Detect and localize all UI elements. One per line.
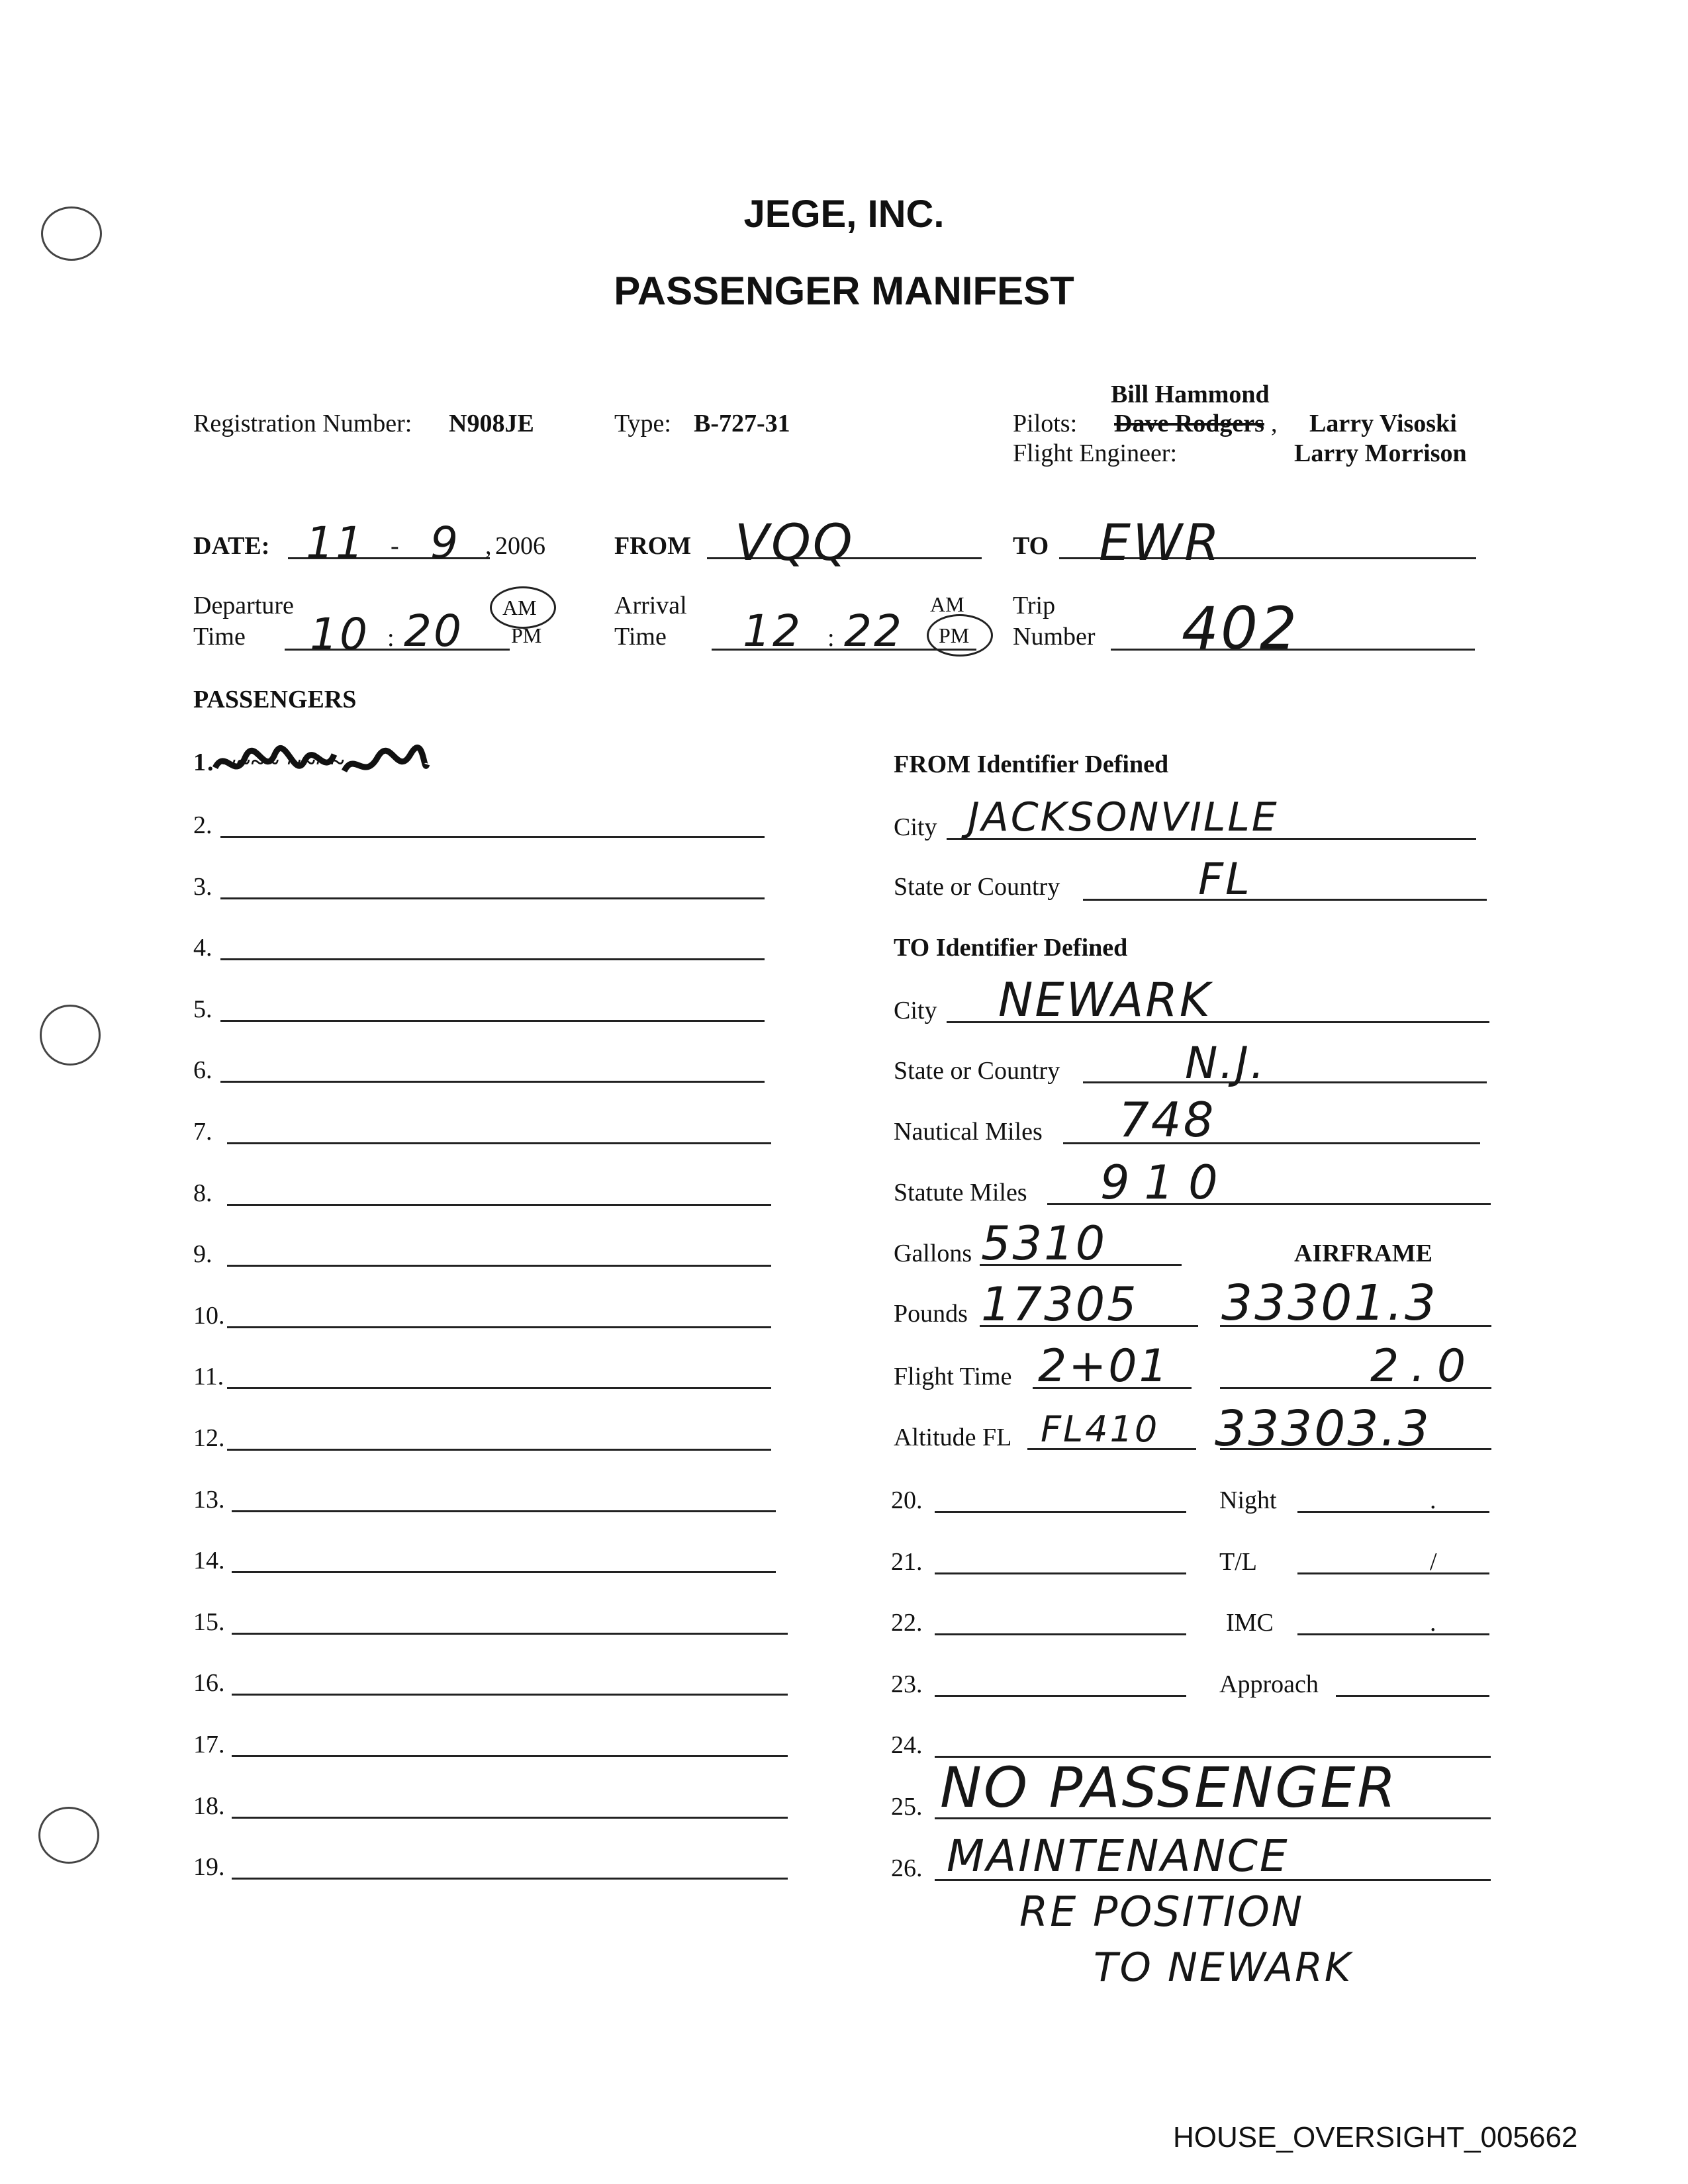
passenger-number: 15.: [193, 1608, 225, 1636]
right-line-value-blank: [1297, 1511, 1489, 1513]
binder-hole-bottom: [38, 1807, 99, 1864]
passenger-name-line: [220, 1020, 765, 1022]
statute-miles-label: Statute Miles: [894, 1179, 1027, 1206]
pilots-label: Pilots:: [1013, 410, 1078, 437]
passenger-number: 2.: [193, 811, 212, 839]
passenger-name-line: [232, 1510, 776, 1512]
passenger-name-line: [227, 1204, 771, 1206]
arrival-label: Arrival: [614, 592, 687, 619]
right-line-label: Night: [1219, 1486, 1277, 1514]
passenger-number: 14.: [193, 1547, 225, 1575]
struck-pilot-name: Dave Rodgers: [1114, 410, 1264, 437]
departure-pm: PM: [511, 623, 542, 647]
arrival-pm-selected-circle: [927, 614, 993, 657]
airframe-value-2: 2.0: [1370, 1340, 1478, 1392]
date-label: DATE:: [193, 532, 270, 560]
right-line-label: Approach: [1219, 1670, 1319, 1698]
bates-number: HOUSE_OVERSIGHT_005662: [1173, 2121, 1578, 2154]
passenger-number: 19.: [193, 1853, 225, 1882]
passenger-1-scribble-mark: [212, 741, 430, 788]
company-name: JEGE, INC.: [743, 193, 945, 236]
date-dash: -: [391, 532, 399, 560]
departure-am: AM: [502, 596, 537, 619]
right-line-value-blank: [1336, 1695, 1489, 1697]
type-label: Type:: [614, 410, 671, 437]
right-line-separator: .: [1430, 1609, 1436, 1637]
from-state-label: State or Country: [894, 873, 1060, 901]
from-state-line: [1083, 899, 1487, 901]
departure-label-time: Time: [193, 623, 246, 651]
right-line-blank: [935, 1695, 1186, 1697]
to-state-label: State or Country: [894, 1057, 1060, 1085]
passenger-name-line: [227, 1449, 771, 1451]
passenger-name-line: [227, 1326, 771, 1328]
arrival-hours: 12: [743, 606, 802, 657]
passenger-number: 9.: [193, 1240, 212, 1269]
engineer-label: Flight Engineer:: [1013, 439, 1178, 467]
pounds-label: Pounds: [894, 1300, 968, 1328]
binder-hole-middle: [40, 1005, 101, 1066]
from-city-label: City: [894, 813, 937, 841]
date-month: 11: [306, 518, 365, 569]
arrival-pm: PM: [939, 623, 970, 647]
right-line-value-blank: [1297, 1572, 1489, 1574]
registration-label: Registration Number:: [193, 410, 412, 437]
form-title: PASSENGER MANIFEST: [614, 269, 1074, 313]
flight-time-value: 2+01: [1038, 1340, 1170, 1392]
to-state-value: N.J.: [1185, 1038, 1266, 1089]
note-maintenance: MAINTENANCE: [947, 1831, 1289, 1882]
right-line-number: 25.: [891, 1793, 923, 1821]
passenger-name-line: [232, 1694, 788, 1696]
altitude-value: FL410: [1041, 1408, 1160, 1450]
right-line-blank: [935, 1572, 1186, 1574]
to-identifier-heading: TO Identifier Defined: [894, 934, 1128, 962]
passenger-name-line: [232, 1817, 788, 1819]
registration-value: N908JE: [449, 410, 534, 437]
flight-time-label: Flight Time: [894, 1363, 1012, 1390]
departure-minutes: 20: [404, 606, 463, 657]
right-line-number: 20.: [891, 1486, 923, 1514]
pilot-comma: ,: [1271, 410, 1278, 437]
passenger-number: 16.: [193, 1669, 225, 1698]
arrival-colon: :: [827, 624, 835, 652]
passenger-name-line: [232, 1571, 776, 1573]
right-line-label: IMC: [1226, 1609, 1274, 1637]
to-city-value: NEWARK: [998, 973, 1212, 1027]
nautical-miles-value: 748: [1119, 1092, 1216, 1148]
departure-label: Departure: [193, 592, 294, 619]
gallons-value: 5310: [981, 1216, 1107, 1271]
to-value: EWR: [1099, 513, 1221, 572]
passenger-number: 3.: [193, 872, 212, 901]
engineer-name: Larry Morrison: [1294, 439, 1467, 467]
from-label: FROM: [614, 532, 692, 560]
type-value: B-727-31: [694, 410, 790, 437]
passenger-number: 18.: [193, 1792, 225, 1820]
right-line-number: 21.: [891, 1547, 923, 1576]
passenger-name-line: [220, 836, 765, 838]
passenger-name-line: [220, 958, 765, 960]
arrival-am: AM: [930, 592, 964, 616]
right-line-number: 23.: [891, 1670, 923, 1698]
passenger-number: 11.: [193, 1363, 224, 1391]
from-identifier-heading: FROM Identifier Defined: [894, 751, 1169, 778]
passenger-name-line: [232, 1633, 788, 1635]
departure-colon: :: [387, 624, 395, 652]
right-line-separator: .: [1430, 1486, 1436, 1514]
passenger-name-line: [227, 1142, 771, 1144]
arrival-minutes: 22: [844, 606, 904, 657]
from-city-value: JACKSONVILLE: [968, 794, 1279, 841]
passenger-name-line: [227, 1387, 771, 1389]
note-no-passenger: NO PASSENGER: [940, 1755, 1398, 1820]
departure-am-selected-circle: [490, 586, 556, 629]
trip-label: Trip: [1013, 592, 1056, 619]
passenger-name-line: [227, 1265, 771, 1267]
trip-label-number: Number: [1013, 623, 1096, 651]
note-to-newark: TO NEWARK: [1094, 1944, 1353, 1991]
passenger-number: 7.: [193, 1118, 212, 1146]
arrival-label-time: Time: [614, 623, 667, 651]
to-city-label: City: [894, 997, 937, 1024]
passenger-number: 17.: [193, 1731, 225, 1758]
passenger-number: 10.: [193, 1301, 225, 1330]
passenger-number: 4.: [193, 934, 212, 962]
airframe-heading: AIRFRAME: [1294, 1240, 1432, 1267]
passenger-number: 12.: [193, 1424, 225, 1452]
passenger-number: 13.: [193, 1485, 225, 1514]
passenger-number: 6.: [193, 1056, 212, 1085]
airframe-value-3: 33303.3: [1215, 1400, 1432, 1457]
to-label: TO: [1013, 532, 1049, 560]
added-pilot-name: Bill Hammond: [1111, 381, 1270, 408]
departure-hours: 10: [310, 609, 369, 660]
right-line-number: 22.: [891, 1609, 923, 1637]
gallons-label: Gallons: [894, 1240, 972, 1267]
passenger-name-line: [232, 1755, 788, 1757]
nautical-miles-label: Nautical Miles: [894, 1118, 1043, 1146]
pilot2-name: Larry Visoski: [1309, 410, 1457, 437]
note-reposition: RE POSITION: [1019, 1888, 1305, 1936]
right-line-number: 26.: [891, 1854, 923, 1882]
right-line-separator: /: [1430, 1547, 1437, 1576]
passenger-name-line: [220, 1081, 765, 1083]
right-line-number: 24.: [891, 1731, 923, 1760]
pounds-value: 17305: [981, 1277, 1139, 1332]
date-day: 9: [430, 518, 460, 569]
right-line-blank: [935, 1511, 1186, 1513]
passenger-number: 5.: [193, 995, 212, 1023]
passenger-1-scribbled: 1. ~~~~ ~~~~: [193, 749, 346, 776]
right-line-value-blank: [1297, 1633, 1489, 1635]
altitude-label: Altitude FL: [894, 1424, 1012, 1451]
passenger-name-line: [232, 1878, 788, 1880]
date-year: 2006: [495, 532, 545, 560]
from-value: VQQ: [735, 513, 855, 572]
date-comma: ,: [485, 532, 492, 560]
to-state-line: [1083, 1081, 1487, 1083]
right-line-label: T/L: [1219, 1547, 1257, 1576]
passenger-number: 8.: [193, 1179, 212, 1207]
passengers-heading: PASSENGERS: [193, 686, 357, 713]
right-line-blank: [935, 1633, 1186, 1635]
from-state-value: FL: [1198, 854, 1252, 905]
trip-number: 402: [1182, 594, 1299, 662]
passenger-name-line: [220, 897, 765, 899]
statute-miles-value: 910: [1100, 1156, 1233, 1210]
airframe-value-1: 33301.3: [1221, 1275, 1438, 1332]
